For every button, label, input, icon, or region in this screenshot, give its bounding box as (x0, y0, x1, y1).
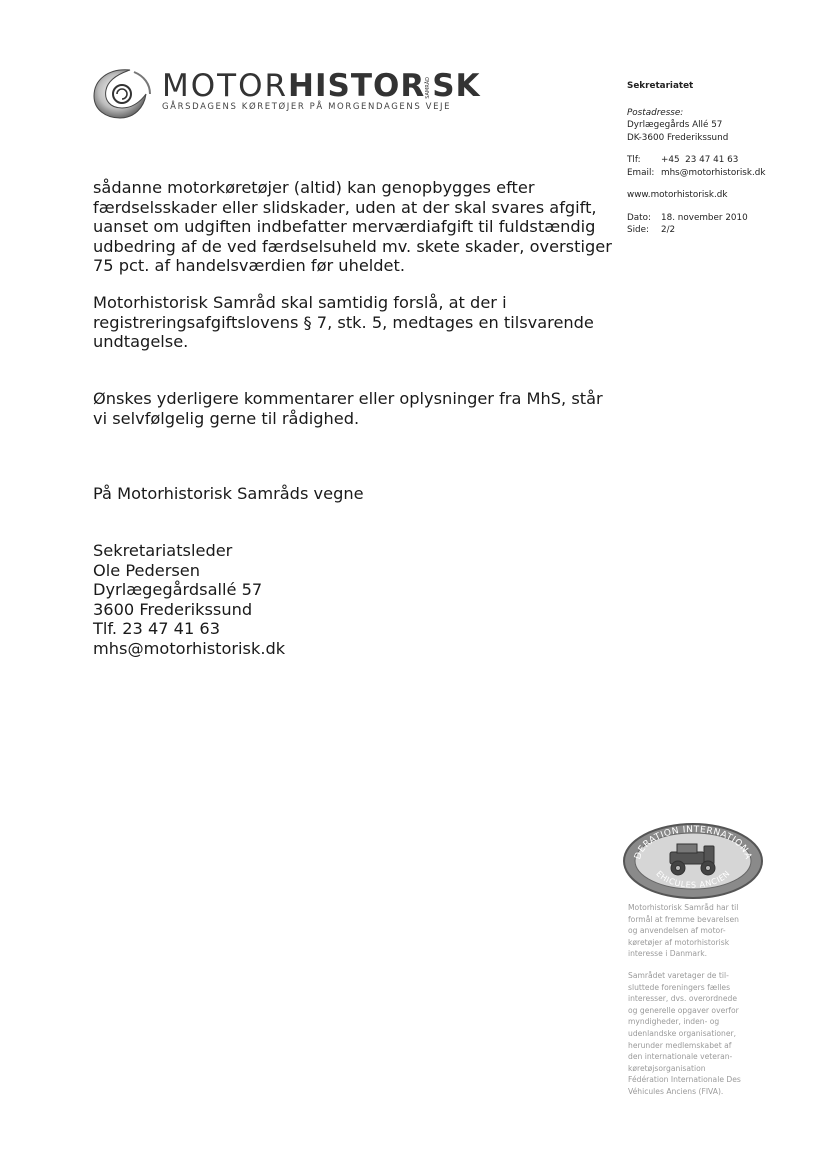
logo-tagline: GÅRSDAGENS KØRETØJER PÅ MORGENDAGENS VEJE (162, 102, 452, 112)
postal-label: Postadresse: (627, 107, 684, 118)
text-line: uanset om udgiften indbefatter merværdiafgift til fuldstændig (93, 217, 596, 237)
text-line: færdselsskader eller slidskader, uden at der skal svares afgift, (93, 197, 597, 217)
description-paragraph-2 (628, 970, 778, 1098)
signature-name: Ole Pedersen (93, 560, 201, 580)
email-value[interactable]: mhs@motorhistorisk.dk (661, 167, 766, 178)
email-row (627, 167, 807, 180)
association-description (628, 902, 778, 1108)
text-line: vi selvfølgelig gerne til rådighed. (93, 408, 360, 428)
text-line: udenlandske organisationer, (628, 1028, 737, 1038)
text-line: og anvendelsen af motor- (628, 926, 726, 936)
website-link[interactable]: www.motorhistorisk.dk (627, 190, 728, 200)
phone-value: +45 23 47 41 63 (661, 155, 739, 165)
text-line: den internationale veteran- (628, 1052, 733, 1062)
logo-word-motor: MOTOR (162, 68, 289, 104)
paragraph-1 (93, 178, 613, 276)
signature-title: Sekretariatsleder (93, 541, 233, 560)
text-line: sluttede foreningers fælles (628, 982, 731, 992)
text-line: udbedring af de ved færdselsuheld mv. skete skader, overstiger (93, 236, 612, 256)
badge-bottom-text: EHICULES ANCIEN (654, 868, 732, 890)
text-line: herunder medlemskabet af (628, 1040, 732, 1050)
secretariat-info (627, 80, 807, 237)
paragraph-2 (93, 293, 613, 352)
paragraph-3 (93, 389, 613, 428)
text-line: interesser, dvs. overordnede (628, 994, 738, 1004)
text-line: interesse i Danmark. (628, 949, 708, 959)
phone-row (627, 154, 807, 167)
badge-top-text: DERATION INTERNATIONA (633, 824, 753, 861)
text-line: 75 pct. af handelsværdien før uheldet. (93, 256, 406, 276)
page-value: 2/2 (661, 225, 676, 235)
page-row (627, 224, 807, 237)
logo-emblem-icon (90, 66, 156, 120)
logo-word-samraad: SAMRÅD (425, 76, 432, 99)
signature-block (93, 541, 613, 659)
date-label: Dato: (627, 212, 651, 223)
fiva-emblem-icon (622, 822, 764, 900)
text-line: myndigheder, inden- og (628, 1017, 720, 1027)
email-label: Email: (627, 167, 655, 178)
signature-address: Dyrlægegårdsallé 57 (93, 580, 263, 600)
text-line: sådanne motorkøretøjer (altid) kan genopbygges efter (93, 178, 535, 197)
page-label: Side: (627, 225, 649, 235)
phone-label: Tlf: (627, 155, 641, 165)
secretariat-heading: Sekretariatet (627, 81, 694, 91)
text-line: Véhicules Anciens (FIVA). (628, 1086, 724, 1096)
logo-word-histor: HISTOR (288, 68, 426, 104)
address-line: DK-3600 Frederikssund (627, 132, 729, 143)
text-line: Ønskes yderligere kommentarer eller oplysninger fra MhS, står (93, 389, 603, 408)
text-line: På Motorhistorisk Samråds vegne (93, 484, 364, 503)
fiva-badge (622, 822, 764, 900)
date-value: 18. november 2010 (661, 212, 748, 223)
text-line: formål at fremme bevarelsen (628, 914, 739, 924)
signature-phone: Tlf. 23 47 41 63 (93, 619, 221, 639)
text-line: Motorhistorisk Samråd skal samtidig forslå, at der i (93, 293, 507, 312)
text-line: undtagelse. (93, 332, 189, 352)
text-line: Motorhistorisk Samråd har til (628, 903, 739, 912)
text-line: køretøjer af motorhistorisk (628, 937, 730, 947)
text-line: Fédération Internationale Des (628, 1075, 741, 1085)
signature-city: 3600 Frederikssund (93, 599, 253, 619)
closing-line (93, 484, 613, 504)
text-line: og generelle opgaver overfor (628, 1005, 739, 1015)
date-row (627, 212, 807, 225)
signature-email[interactable]: mhs@motorhistorisk.dk (93, 638, 286, 658)
logo-wordmark (162, 68, 481, 104)
address-line: Dyrlægegårds Allé 57 (627, 120, 723, 130)
letterhead-logo (90, 66, 481, 120)
description-paragraph-1 (628, 902, 778, 960)
logo-word-sk: SK (432, 68, 481, 104)
text-line: køretøjsorganisation (628, 1063, 706, 1073)
text-line: Samrådet varetager de til- (628, 970, 729, 980)
text-line: registreringsafgiftslovens § 7, stk. 5, medtages en tilsvarende (93, 312, 594, 332)
